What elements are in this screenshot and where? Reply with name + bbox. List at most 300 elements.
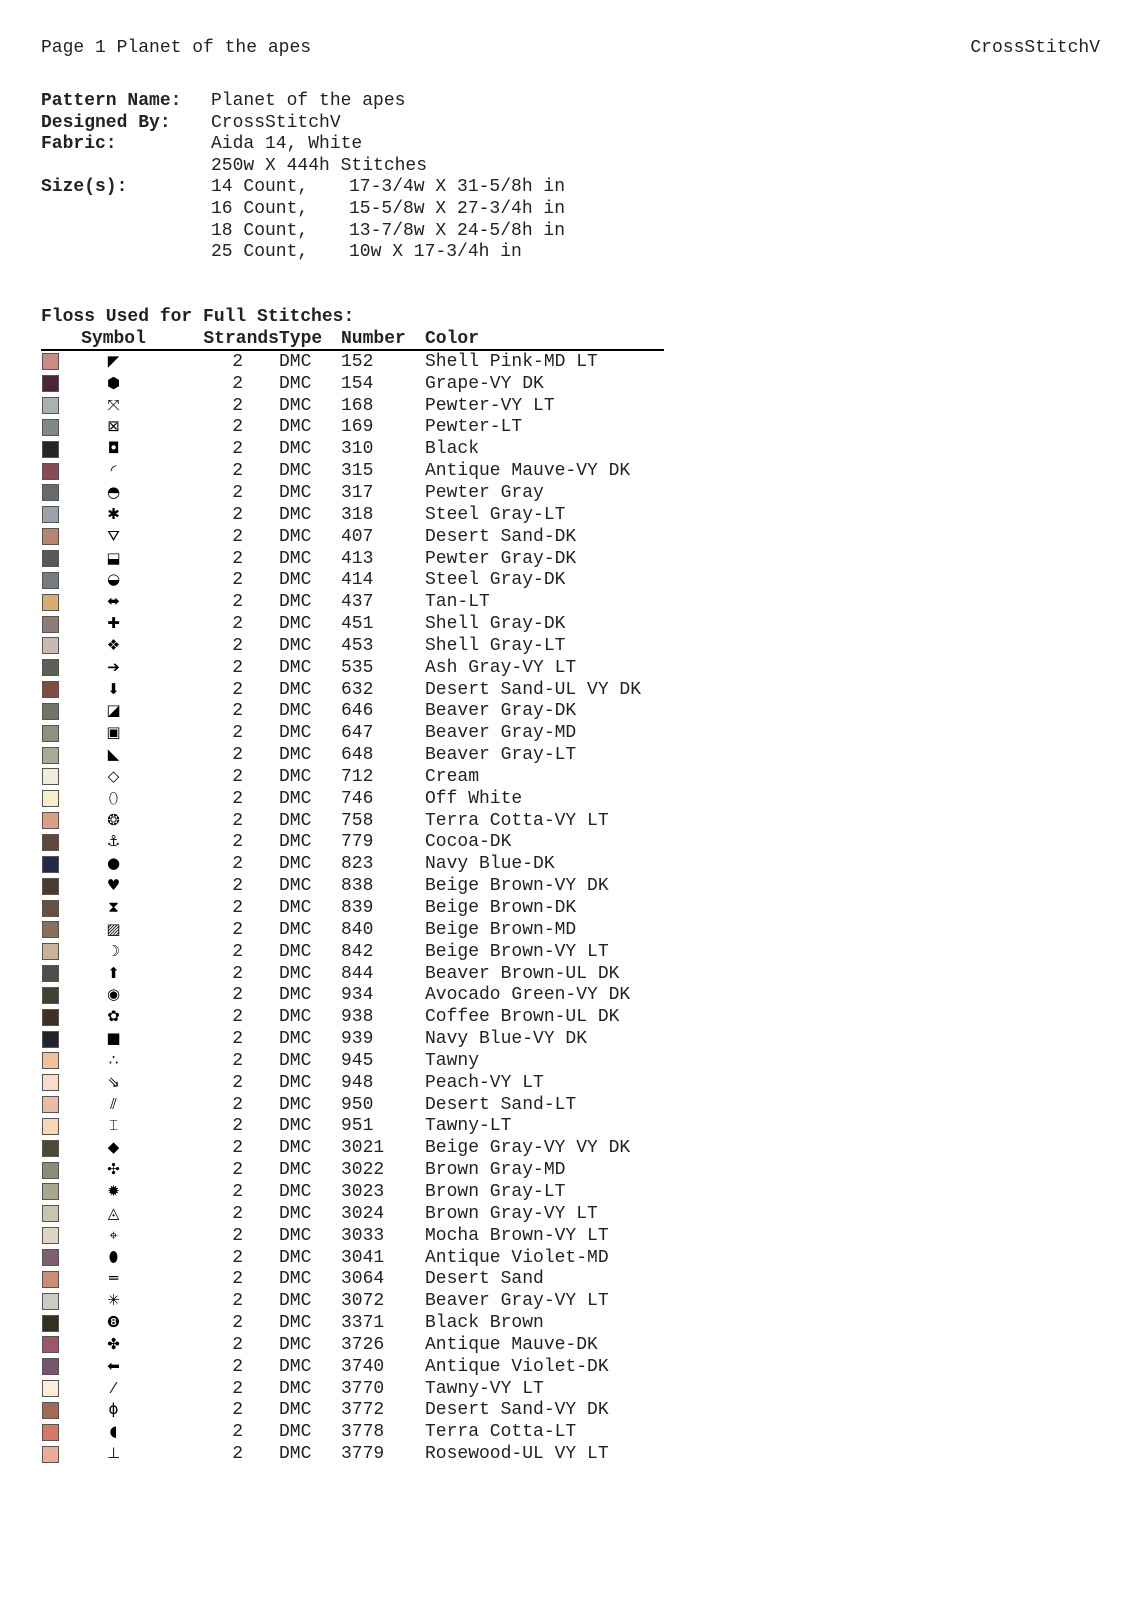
floss-number-cell: 453 [341, 635, 374, 656]
strands-cell: 2 [232, 504, 243, 525]
stitch-symbol [72, 373, 155, 395]
color-name-cell: Terra Cotta-LT [425, 1422, 577, 1443]
floss-type-cell: DMC [279, 461, 312, 482]
stitch-symbol-icon: ▨ [106, 919, 121, 938]
stitch-symbol-icon: ✣ [107, 1160, 120, 1179]
floss-number-cell: 3726 [341, 1334, 385, 1355]
color-name-cell: Beige Gray-VY VY DK [425, 1138, 631, 1159]
stitch-symbol-icon: ⬯ [108, 788, 119, 807]
floss-number-cell: 647 [341, 723, 374, 744]
color-name-cell: Shell Pink-MD LT [425, 351, 598, 372]
color-swatch [42, 812, 59, 829]
floss-row [41, 657, 664, 679]
color-name-cell: Desert Sand-VY DK [425, 1400, 609, 1421]
floss-number-cell: 939 [341, 1029, 374, 1050]
stitch-symbol-icon: ⁄ [112, 1378, 115, 1397]
swatch-cell [41, 1290, 72, 1312]
strands-cell: 2 [232, 1072, 243, 1093]
color-swatch [42, 616, 59, 633]
floss-type-cell: DMC [279, 439, 312, 460]
floss-row [41, 1400, 664, 1422]
color-name-cell: Navy Blue-DK [425, 854, 555, 875]
floss-row [41, 548, 664, 570]
stitch-symbol [72, 657, 155, 679]
color-name-cell: Avocado Green-VY DK [425, 985, 631, 1006]
color-swatch [42, 637, 59, 654]
floss-type-cell: DMC [279, 985, 312, 1006]
color-swatch [42, 572, 59, 589]
size-dims: 10w X 17-3/4h in [349, 242, 522, 263]
color-name-cell: Black [425, 439, 480, 460]
floss-number-cell: 535 [341, 657, 374, 678]
color-name-cell: Tawny-VY LT [425, 1378, 544, 1399]
stitch-symbol-icon: ✤ [107, 1334, 120, 1353]
strands-cell: 2 [232, 854, 243, 875]
floss-type-cell: DMC [279, 1116, 312, 1137]
color-name-cell: Steel Gray-DK [425, 570, 566, 591]
pattern-name-label: Pattern Name: [41, 91, 182, 111]
strands-cell: 2 [232, 1160, 243, 1181]
swatch-cell [41, 1400, 72, 1422]
floss-row [41, 788, 664, 810]
strands-cell: 2 [232, 1291, 243, 1312]
floss-row [41, 395, 664, 417]
color-swatch [42, 1424, 59, 1441]
stitch-symbol [72, 1116, 155, 1138]
floss-number-cell: 648 [341, 745, 374, 766]
floss-row [41, 613, 664, 635]
color-name-cell: Brown Gray-VY LT [425, 1203, 598, 1224]
stitch-symbol [72, 875, 155, 897]
swatch-cell [41, 417, 72, 439]
color-swatch [42, 659, 59, 676]
color-swatch [42, 681, 59, 698]
number-column-header: Number [341, 328, 425, 350]
color-name-cell: Antique Mauve-DK [425, 1334, 598, 1355]
stitch-symbol-icon: ⬮ [108, 1247, 119, 1266]
floss-type-cell: DMC [279, 898, 312, 919]
floss-number-cell: 938 [341, 1007, 374, 1028]
swatch-cell [41, 1312, 72, 1334]
floss-type-cell: DMC [279, 1203, 312, 1224]
stitch-symbol [72, 766, 155, 788]
stitch-symbol-icon: ɸ [108, 1400, 119, 1419]
stitch-symbol [72, 613, 155, 635]
floss-row [41, 569, 664, 591]
stitch-symbol [72, 984, 155, 1006]
stitch-symbol-icon: ⧗ [108, 898, 119, 917]
floss-type-cell: DMC [279, 1050, 312, 1071]
swatch-cell [41, 613, 72, 635]
stitch-symbol-icon: ◪ [106, 701, 121, 720]
swatch-cell [41, 1268, 72, 1290]
swatch-cell [41, 548, 72, 570]
floss-number-cell: 646 [341, 701, 374, 722]
color-name-cell: Antique Violet-MD [425, 1247, 609, 1268]
fabric-value: Aida 14, White [211, 134, 363, 155]
floss-row [41, 1290, 664, 1312]
floss-type-cell: DMC [279, 592, 312, 613]
stitch-symbol [72, 1400, 155, 1422]
floss-row [41, 504, 664, 526]
stitch-symbol-icon: ⊠ [107, 417, 120, 436]
pattern-name-value: Planet of the apes [211, 91, 406, 111]
color-swatch [42, 528, 59, 545]
floss-number-cell: 3772 [341, 1400, 385, 1421]
swatch-cell [41, 635, 72, 657]
stitch-symbol-icon: ◆ [107, 1138, 120, 1157]
floss-number-cell: 3740 [341, 1356, 385, 1377]
color-name-cell: Desert Sand [425, 1269, 544, 1290]
color-swatch [42, 1009, 59, 1026]
floss-type-cell: DMC [279, 701, 312, 722]
floss-row [41, 591, 664, 613]
color-name-cell: Mocha Brown-VY LT [425, 1225, 609, 1246]
floss-type-cell: DMC [279, 1094, 312, 1115]
stitch-symbol-icon: ❽ [106, 1313, 121, 1332]
strands-cell: 2 [232, 1400, 243, 1421]
floss-type-cell: DMC [279, 1313, 312, 1334]
swatch-cell [41, 853, 72, 875]
swatch-cell [41, 1181, 72, 1203]
color-name-cell: Brown Gray-LT [425, 1181, 566, 1202]
stitch-symbol [72, 504, 155, 526]
stitch-symbol [72, 417, 155, 439]
floss-row [41, 1181, 664, 1203]
floss-type-cell: DMC [279, 679, 312, 700]
stitch-symbol-icon: ❂ [107, 810, 120, 829]
color-swatch [42, 375, 59, 392]
floss-row [41, 438, 664, 460]
floss-type-cell: DMC [279, 395, 312, 416]
floss-number-cell: 3023 [341, 1181, 385, 1202]
floss-number-cell: 414 [341, 570, 374, 591]
color-name-cell: Pewter-LT [425, 417, 523, 438]
strands-cell: 2 [232, 1138, 243, 1159]
floss-row [41, 679, 664, 701]
floss-number-cell: 407 [341, 526, 374, 547]
swatch-cell [41, 1094, 72, 1116]
floss-row [41, 1268, 664, 1290]
color-name-cell: Peach-VY LT [425, 1072, 544, 1093]
strands-cell: 2 [232, 1422, 243, 1443]
stitch-symbol [72, 744, 155, 766]
floss-number-cell: 839 [341, 898, 374, 919]
stitch-symbol-icon: ✳ [107, 1291, 120, 1310]
floss-type-cell: DMC [279, 1422, 312, 1443]
floss-row [41, 1094, 664, 1116]
strands-cell: 2 [232, 1181, 243, 1202]
color-name-cell: Steel Gray-LT [425, 504, 566, 525]
color-swatch [42, 1074, 59, 1091]
color-name-cell: Cocoa-DK [425, 832, 512, 853]
color-swatch [42, 1052, 59, 1069]
color-swatch [42, 1315, 59, 1332]
floss-number-cell: 3371 [341, 1313, 385, 1334]
floss-number-cell: 169 [341, 417, 374, 438]
floss-number-cell: 3778 [341, 1422, 385, 1443]
color-name-cell: Antique Violet-DK [425, 1356, 609, 1377]
swatch-cell [41, 438, 72, 460]
stitch-symbol [72, 1006, 155, 1028]
size-dims: 15-5/8w X 27-3/4h in [349, 198, 566, 219]
floss-row [41, 919, 664, 941]
strands-cell: 2 [232, 373, 243, 394]
swatch-cell [41, 1159, 72, 1181]
stitch-symbol-icon: ▣ [106, 723, 121, 742]
stitch-symbol [72, 548, 155, 570]
stitch-symbol-icon: ⬇ [107, 679, 120, 698]
strands-cell: 2 [232, 351, 243, 372]
floss-type-cell: DMC [279, 657, 312, 678]
strands-cell: 2 [232, 963, 243, 984]
stitch-symbol-icon: ⬓ [106, 548, 121, 567]
swatch-cell [41, 1225, 72, 1247]
color-name-cell: Tawny [425, 1050, 480, 1071]
floss-type-cell: DMC [279, 788, 312, 809]
swatch-cell [41, 1421, 72, 1443]
floss-row [41, 373, 664, 395]
swatch-cell [41, 1356, 72, 1378]
color-swatch [42, 594, 59, 611]
floss-type-cell: DMC [279, 548, 312, 569]
color-name-cell: Beaver Brown-UL DK [425, 963, 620, 984]
color-name-cell: Shell Gray-LT [425, 635, 566, 656]
stitch-symbol-icon: ⬅ [107, 1356, 120, 1375]
stitch-symbol [72, 438, 155, 460]
swatch-cell [41, 395, 72, 417]
stitch-symbol [72, 941, 155, 963]
color-swatch [42, 1293, 59, 1310]
swatch-cell [41, 832, 72, 854]
color-name-cell: Ash Gray-VY LT [425, 657, 577, 678]
color-swatch [42, 703, 59, 720]
stitch-symbol [72, 482, 155, 504]
stitch-symbol-icon: ◇ [107, 766, 120, 785]
size-count: 18 Count, [211, 220, 309, 241]
floss-row [41, 832, 664, 854]
floss-row [41, 1356, 664, 1378]
floss-row [41, 1159, 664, 1181]
stitch-symbol-icon: ✿ [107, 1007, 120, 1026]
stitches-value: 250w X 444h Stitches [211, 155, 428, 176]
color-swatch [42, 725, 59, 742]
stitch-symbol [72, 1378, 155, 1400]
stitch-symbol [72, 701, 155, 723]
stitch-symbol [72, 963, 155, 985]
floss-row [41, 963, 664, 985]
color-swatch [42, 484, 59, 501]
stitch-symbol-icon: ✱ [107, 504, 120, 523]
stitch-symbol [72, 460, 155, 482]
floss-row [41, 1072, 664, 1094]
size-row [41, 177, 565, 199]
strands-cell: 2 [232, 482, 243, 503]
swatch-cell [41, 1116, 72, 1138]
stitch-symbol-icon: ⤧ [107, 395, 120, 414]
floss-number-cell: 779 [341, 832, 374, 853]
strands-cell: 2 [232, 1007, 243, 1028]
stitch-symbol [72, 1050, 155, 1072]
floss-type-cell: DMC [279, 1291, 312, 1312]
size-row [41, 242, 565, 264]
floss-type-cell: DMC [279, 1225, 312, 1246]
floss-row [41, 722, 664, 744]
swatch-cell [41, 766, 72, 788]
floss-row [41, 1006, 664, 1028]
swatch-cell [41, 526, 72, 548]
floss-number-cell: 3024 [341, 1203, 385, 1224]
swatch-cell [41, 1443, 72, 1465]
color-swatch [42, 1118, 59, 1135]
stitch-symbol-icon: ⬌ [107, 592, 120, 611]
floss-row [41, 1116, 664, 1138]
color-swatch [42, 506, 59, 523]
stitch-symbol [72, 1290, 155, 1312]
swatch-cell [41, 963, 72, 985]
strands-cell: 2 [232, 788, 243, 809]
color-name-cell: Cream [425, 766, 480, 787]
color-name-cell: Desert Sand-DK [425, 526, 577, 547]
strands-cell: 2 [232, 439, 243, 460]
color-swatch [42, 1162, 59, 1179]
floss-number-cell: 3041 [341, 1247, 385, 1268]
floss-type-cell: DMC [279, 963, 312, 984]
strands-cell: 2 [232, 745, 243, 766]
floss-number-cell: 437 [341, 592, 374, 613]
floss-row [41, 853, 664, 875]
stitch-symbol [72, 1203, 155, 1225]
stitch-symbol-icon: ◣ [107, 745, 120, 764]
floss-row [41, 810, 664, 832]
strands-cell: 2 [232, 898, 243, 919]
stitch-symbol-icon: ⊥ [106, 1444, 121, 1463]
floss-type-cell: DMC [279, 1007, 312, 1028]
stitch-symbol-icon: ✚ [107, 614, 120, 633]
floss-number-cell: 3779 [341, 1444, 385, 1465]
swatch-cell [41, 897, 72, 919]
floss-type-cell: DMC [279, 635, 312, 656]
floss-number-cell: 3022 [341, 1160, 385, 1181]
stitch-symbol [72, 526, 155, 548]
stitch-symbol [72, 1094, 155, 1116]
floss-number-cell: 823 [341, 854, 374, 875]
stitch-symbol-icon: ◬ [107, 1203, 120, 1222]
floss-number-cell: 152 [341, 351, 374, 372]
stitch-symbol [72, 1443, 155, 1465]
strands-cell: 2 [232, 832, 243, 853]
floss-number-cell: 746 [341, 788, 374, 809]
floss-type-cell: DMC [279, 1181, 312, 1202]
floss-type-cell: DMC [279, 1378, 312, 1399]
color-swatch [42, 1336, 59, 1353]
stitch-symbol [72, 1181, 155, 1203]
strands-cell: 2 [232, 1444, 243, 1465]
floss-type-cell: DMC [279, 1138, 312, 1159]
stitch-symbol [72, 897, 155, 919]
swatch-cell [41, 1006, 72, 1028]
color-column-header: Color [425, 328, 664, 350]
floss-type-cell: DMC [279, 526, 312, 547]
fabric-row [41, 134, 565, 156]
floss-type-cell: DMC [279, 1334, 312, 1355]
strands-cell: 2 [232, 461, 243, 482]
strands-cell: 2 [232, 701, 243, 722]
floss-number-cell: 951 [341, 1116, 374, 1137]
strands-cell: 2 [232, 1225, 243, 1246]
color-swatch [42, 965, 59, 982]
swatch-cell [41, 1334, 72, 1356]
floss-number-cell: 838 [341, 876, 374, 897]
page-header-designer: CrossStitchV [970, 38, 1100, 58]
stitch-symbol-icon: ⌶ [108, 1116, 118, 1135]
floss-number-cell: 3770 [341, 1378, 385, 1399]
stitch-symbol-icon: ⚓ [106, 832, 121, 851]
color-name-cell: Beige Brown-DK [425, 898, 577, 919]
floss-type-cell: DMC [279, 373, 312, 394]
swatch-cell [41, 373, 72, 395]
strands-cell: 2 [232, 919, 243, 940]
color-name-cell: Rosewood-UL VY LT [425, 1444, 609, 1465]
color-swatch [42, 419, 59, 436]
floss-row [41, 635, 664, 657]
floss-row [41, 701, 664, 723]
floss-type-cell: DMC [279, 810, 312, 831]
color-swatch [42, 1096, 59, 1113]
floss-number-cell: 317 [341, 482, 374, 503]
strands-cell: 2 [232, 1356, 243, 1377]
strands-cell: 2 [232, 570, 243, 591]
type-column-header: Type [279, 328, 341, 350]
color-name-cell: Beaver Gray-DK [425, 701, 577, 722]
swatch-cell [41, 482, 72, 504]
color-swatch [42, 1380, 59, 1397]
floss-type-cell: DMC [279, 482, 312, 503]
color-swatch [42, 856, 59, 873]
stitch-symbol-icon: ⌖ [109, 1225, 118, 1244]
floss-number-cell: 3072 [341, 1291, 385, 1312]
color-swatch [42, 1031, 59, 1048]
stitch-symbol [72, 395, 155, 417]
color-swatch [42, 441, 59, 458]
floss-number-cell: 168 [341, 395, 374, 416]
floss-row [41, 1247, 664, 1269]
color-name-cell: Coffee Brown-UL DK [425, 1007, 620, 1028]
stitch-symbol-icon: ⇘ [107, 1072, 120, 1091]
floss-type-cell: DMC [279, 723, 312, 744]
swatch-cell [41, 701, 72, 723]
swatch-column-header [41, 328, 72, 350]
floss-row [41, 482, 664, 504]
color-swatch [42, 747, 59, 764]
floss-type-cell: DMC [279, 1247, 312, 1268]
strands-cell: 2 [232, 1094, 243, 1115]
stitch-symbol-icon: ♥ [106, 876, 121, 895]
floss-number-cell: 318 [341, 504, 374, 525]
fabric-label: Fabric: [41, 134, 117, 155]
floss-row [41, 1378, 664, 1400]
stitch-symbol-icon: ◜ [110, 461, 117, 480]
pattern-name-row [41, 91, 565, 113]
color-name-cell: Tawny-LT [425, 1116, 512, 1137]
stitch-symbol [72, 1072, 155, 1094]
floss-type-cell: DMC [279, 1400, 312, 1421]
stitch-symbol [72, 1268, 155, 1290]
floss-row [41, 1421, 664, 1443]
floss-type-cell: DMC [279, 1029, 312, 1050]
strands-cell: 2 [232, 614, 243, 635]
color-name-cell: Black Brown [425, 1313, 544, 1334]
